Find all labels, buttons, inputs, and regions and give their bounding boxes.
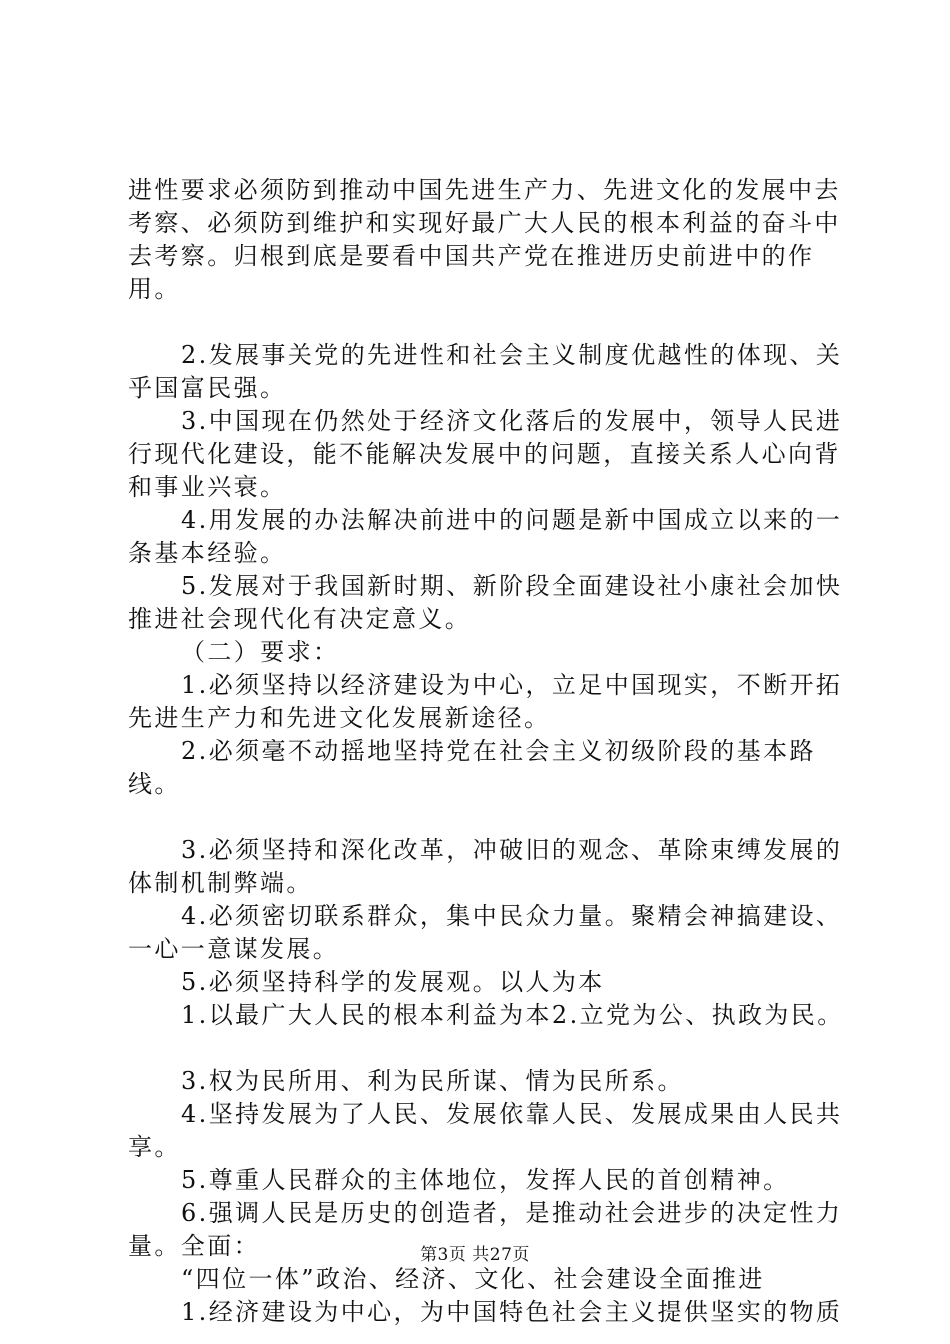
requirement-1: 1.必须坚持以经济建设为中心，立足中国现实，不断开拓先进生产力和先进文化发展新途径。: [128, 671, 843, 732]
section-heading-requirements: （二）要求：: [181, 638, 340, 666]
paragraph-2: 2.发展事关党的先进性和社会主义制度优越性的体现、关乎国富民强。: [128, 341, 843, 402]
requirement-5: 5.必须坚持科学的发展观。以人为本: [181, 968, 605, 996]
four-in-one-heading: “四位一体”政治、经济、文化、社会建设全面推进: [181, 1265, 765, 1293]
people-item-3: 3.权为民所用、利为民所谋、情为民所系。: [181, 1067, 684, 1095]
people-item-4: 4.坚持发展为了人民、发展依靠人民、发展成果由人民共享。: [128, 1100, 843, 1161]
paragraph-4: 4.用发展的办法解决前进中的问题是新中国成立以来的一条基本经验。: [128, 506, 843, 567]
page-footer: 第3页 共27页: [420, 1245, 530, 1265]
paragraph-5: 5.发展对于我国新时期、新阶段全面建设社小康社会加快推进社会现代化有决定意义。: [128, 572, 843, 633]
comprehensive-item-1: 1.经济建设为中心，为中国特色社会主义提供坚实的物质: [181, 1298, 843, 1326]
people-item-1-2: 1.以最广大人民的根本利益为本2.立党为公、执政为民。: [181, 1001, 844, 1029]
requirement-2: 2.必须毫不动摇地坚持党在社会主义初级阶段的基本路线。: [128, 737, 816, 798]
people-item-5: 5.尊重人民群众的主体地位，发挥人民的首创精神。: [181, 1166, 790, 1194]
paragraph-3: 3.中国现在仍然处于经济文化落后的发展中，领导人民进行现代化建设，能不能解决发展中的问题，直接关系人心向背和事业兴衰。: [128, 407, 843, 501]
people-item-6: 6.强调人民是历史的创造者，是推动社会进步的决定性力量。全面：: [128, 1199, 843, 1260]
paragraph-continuation: 进性要求必须防到推动中国先进生产力、先进文化的发展中去考察、必须防到维护和实现好最广大人民的根本利益的奋斗中去考察。归根到底是要看中国共产党在推进历史前进中的作用。: [128, 176, 841, 303]
requirement-3: 3.必须坚持和深化改革，冲破旧的观念、革除束缚发展的体制机制弊端。: [128, 836, 843, 897]
document-body: [128, 174, 848, 1329]
requirement-4: 4.必须密切联系群众，集中民众力量。聚精会神搞建设、一心一意谋发展。: [128, 902, 843, 963]
